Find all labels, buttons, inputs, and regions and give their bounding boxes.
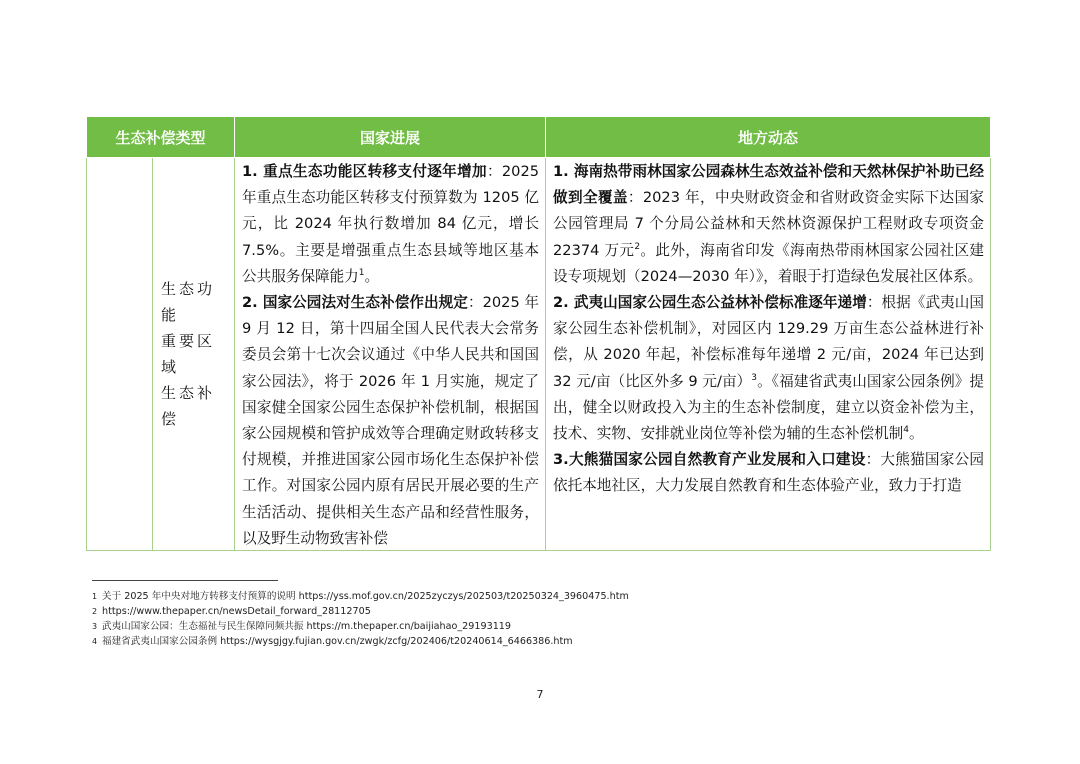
footnote-1 (92, 589, 992, 604)
footnote-text: 福建省武夷山国家公园条例 https://wysgjgy.fujian.gov.cn/zwgk/zcfg/202406/t20240614_6466386.htm (102, 636, 573, 647)
national-progress-cell (235, 158, 546, 551)
footnote-divider (92, 580, 278, 581)
national-item-2 (242, 290, 539, 550)
footnote-number: 4 (92, 637, 98, 646)
compensation-type-label: 生态功能 重要区域 生态补偿 (161, 280, 216, 428)
local-item-2-end2: 。 (909, 425, 924, 443)
national-item-2-title: 2. 国家公园法对生态补偿作出规定 (242, 294, 468, 312)
local-item-2 (553, 290, 984, 447)
national-item-1-end: 。 (364, 267, 380, 285)
footnote-number: 1 (92, 592, 98, 601)
footnote-ref-4: 4 (903, 425, 910, 436)
footnote-2 (92, 604, 992, 619)
national-item-1 (242, 159, 539, 290)
local-item-2-body: ：根据《武夷山国家公园生态补偿机制》，对园区内 129.29 万亩生态公益林进行补偿，从 2020 年起，补偿标准每年递增 2 元/亩，2024 年已达到 32 元/亩（比区外多 9 元/亩） (553, 294, 985, 390)
footnote-text: 武夷山国家公园：生态福祉与民生保障同频共振 https://m.thepaper.cn/baijiahao_29193119 (102, 621, 512, 632)
type-cell (153, 158, 235, 551)
national-item-1-body: ：2025年重点生态功能区转移支付预算数为 1205 亿元，比 2024 年执行数增加 84 亿元，增长 7.5%。主要是增强重点生态县域等地区基本公共服务保障能力 (242, 163, 540, 285)
footnote-ref-3: 3 (751, 372, 758, 383)
national-item-2-body: ：2025 年 9 月 12 日，第十四届全国人民代表大会常务委员会第十七次会议通过《中华人民共和国国家公园法》，将于 2026 年 1 月实施，规定了国家健全国家公园生态保护补偿机制，根据国家公园规模和管护成效等合理确定财政转移支付规模，并推进国家公园市场化生态保护补偿工作。对国家公园内原有居民开展必要的生产生活活动、提供相关生态产品和经营性服务，以及野生动物致害补偿 (242, 294, 540, 547)
footnote-text: https://www.thepaper.cn/newsDetail_forward_28112705 (102, 606, 371, 617)
header-local-updates: 地方动态 (546, 117, 991, 158)
header-compensation-type: 生态补偿类型 (87, 117, 235, 158)
footnote-4 (92, 634, 992, 649)
page-number: 7 (536, 688, 544, 701)
empty-cell (87, 158, 153, 551)
national-item-1-title: 1. 重点生态功能区转移支付逐年增加 (242, 163, 487, 180)
footnote-ref-2: 2 (634, 241, 641, 252)
local-item-1-body: ：2023 年，中央财政资金和省财政资金实际下达国家公园管理局 7 个分局公益林和天然林资源保护工程财政专项资金 22374 万元 (553, 189, 985, 259)
local-item-1-title: 1. 海南热带雨林国家公园森林生态效益补偿和天然林保护补助已经做到全覆盖 (553, 163, 985, 207)
eco-compensation-table (86, 116, 991, 551)
local-item-3-title: 3.大熊猫国家公园自然教育产业发展和入口建设 (553, 451, 866, 469)
footnote-ref-1: 1 (358, 267, 365, 278)
footnote-number: 3 (92, 622, 98, 631)
footnote-number: 2 (92, 607, 98, 616)
local-item-3 (553, 447, 984, 499)
footnotes (92, 589, 992, 649)
local-item-3-body: ：大熊猫国家公园依托本地社区，大力发展自然教育和生态体验产业，致力于打造 (553, 451, 985, 495)
table-header-row (87, 117, 991, 158)
local-item-2-end: 。《福建省武夷山国家公园条例》提出，健全以财政投入为主的生态补偿制度，建立以资金补偿为主，技术、实物、安排就业岗位等补偿为辅的生态补偿机制 (553, 372, 985, 443)
header-national-progress: 国家进展 (235, 117, 546, 158)
local-updates-cell (546, 158, 991, 551)
table-row (87, 158, 991, 551)
local-item-1 (553, 159, 984, 290)
local-item-2-title: 2. 武夷山国家公园生态公益林补偿标准逐年递增 (553, 294, 867, 312)
footnote-text: 关于 2025 年中央对地方转移支付预算的说明 https://yss.mof.gov.cn/2025zyczys/202503/t20250324_3960475.htm (102, 591, 629, 602)
footnote-3 (92, 619, 992, 634)
local-item-1-end: 。此外，海南省印发《海南热带雨林国家公园社区建设专项规划（2024—2030 年）》，着眼于打造绿色发展社区体系。 (553, 241, 984, 285)
